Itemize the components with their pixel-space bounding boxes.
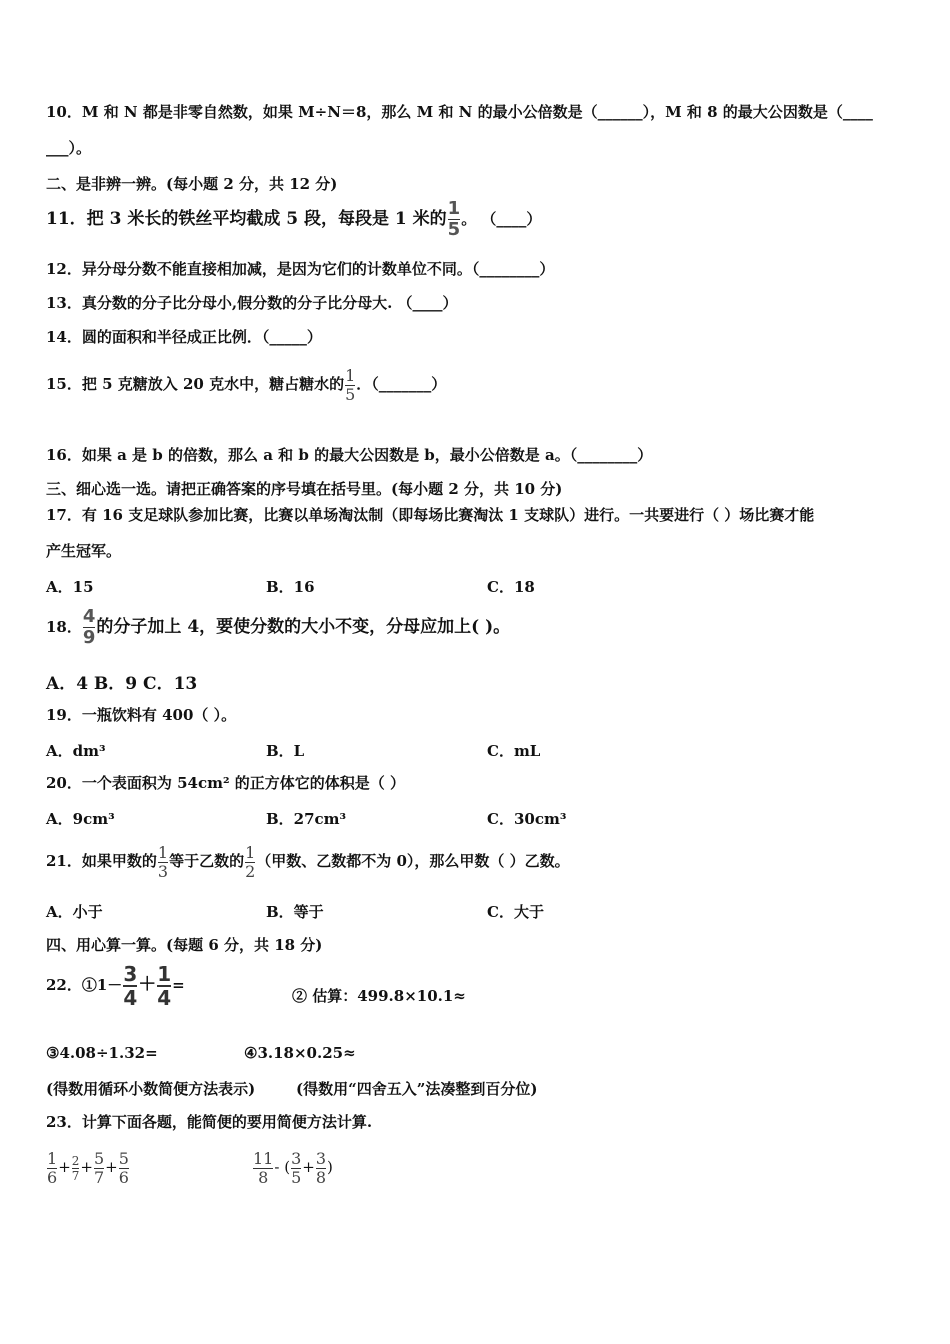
fraction-numerator: 5: [93, 1148, 105, 1168]
question-22-fraction-2: [157, 964, 171, 1008]
question-21: [46, 836, 570, 886]
question-21-option-b: B．等于: [266, 903, 324, 921]
question-18-options: A．4 B．9 C．13: [46, 674, 198, 694]
fraction-numerator: 1: [47, 1148, 58, 1168]
question-23-expression-1: [46, 1142, 130, 1192]
expr1-fraction-1: [47, 1148, 58, 1187]
fraction-denominator: 8: [258, 1167, 269, 1187]
question-17-option-b: B．16: [266, 578, 315, 596]
fraction-denominator: 3: [157, 861, 169, 881]
fraction-numerator: 3: [291, 1148, 302, 1168]
question-11: [46, 198, 541, 240]
expr2-fraction-3: [315, 1148, 327, 1187]
question-21-text-1: 21．如果甲数的: [46, 852, 157, 870]
fraction-denominator: 5: [447, 219, 461, 240]
question-15-text: 15．把 5 克糖放入 20 克水中，糖占糖水的: [46, 375, 345, 393]
fraction-denominator: 6: [47, 1167, 58, 1187]
fraction-numerator: 5: [118, 1148, 129, 1168]
fraction-numerator: 3: [123, 962, 138, 986]
question-18: [46, 604, 510, 650]
fraction-numerator: 1: [345, 365, 356, 385]
question-22-part-3: ③4.08÷1.32=: [46, 1044, 158, 1062]
fraction-numerator: 1: [157, 962, 172, 986]
question-10-line-1: 10．M 和 N 都是非零自然数，如果 M÷N＝8，那么 M 和 N 的最小公倍数是（______），M 和 8 的最大公因数是（____: [46, 103, 873, 121]
plus-sign: +: [80, 1158, 93, 1176]
fraction-denominator: 8: [315, 1167, 327, 1187]
question-13: 13．真分数的分子比分母小,假分数的分子比分母大. （____）: [46, 294, 458, 312]
question-22-part-1: [46, 960, 185, 1010]
question-21-option-a: A．小于: [46, 903, 103, 921]
question-22-fraction-1: [123, 964, 137, 1008]
fraction-denominator: 9: [82, 627, 96, 648]
expr2-fraction-2: [291, 1148, 302, 1187]
question-17-option-c: C．18: [487, 578, 535, 596]
fraction-numerator: 1: [447, 198, 461, 219]
fraction-denominator: 5: [291, 1167, 302, 1187]
expr1-fraction-2: [72, 1155, 80, 1182]
question-18-text: 的分子加上 4，要使分数的大小不变，分母应加上( )。: [96, 617, 511, 637]
fraction-denominator: 4: [157, 986, 172, 1010]
question-18-number: 18．: [46, 618, 82, 636]
expr2-fraction-1: [253, 1148, 274, 1187]
section-3-heading: 三、细心选一选。请把正确答案的序号填在括号里。(每小题 2 分，共 10 分): [46, 480, 563, 498]
question-21-option-c: C．大于: [487, 903, 544, 921]
question-21-text-2: 等于乙数的: [169, 852, 245, 870]
question-14: 14．圆的面积和半径成正比例．（_____）: [46, 328, 322, 346]
fraction-numerator: 1: [245, 842, 256, 862]
question-15-answer: ．（_______）: [356, 375, 447, 393]
question-22-part-4: ④3.18×0.25≈: [244, 1044, 356, 1062]
question-22-text: 22．①1－: [46, 976, 123, 994]
expr1-fraction-4: [118, 1148, 129, 1187]
fraction-numerator: 3: [315, 1148, 327, 1168]
plus-sign: ＋: [138, 974, 157, 995]
question-17-line-1: 17．有 16 支足球队参加比赛，比赛以单场淘汰制（即每场比赛淘汰 1 支球队）进行。一共要进行（ ）场比赛才能: [46, 506, 815, 524]
fraction-denominator: 5: [345, 384, 356, 404]
fraction-numerator: 4: [82, 606, 96, 627]
question-17-line-2: 产生冠军。: [46, 542, 122, 560]
question-11-answer: 。 （____）: [461, 210, 542, 228]
question-20-option-b: B．27cm³: [266, 810, 347, 828]
question-12: 12．异分母分数不能直接相加减，是因为它们的计数单位不同。（________）: [46, 260, 555, 278]
question-21-fraction-2: [245, 842, 256, 881]
question-23: 23．计算下面各题，能简便的要用简便方法计算.: [46, 1113, 373, 1131]
plus-sign: +: [302, 1158, 315, 1176]
plus-sign: +: [58, 1158, 71, 1176]
fraction-numerator: 11: [253, 1148, 274, 1168]
fraction-denominator: 2: [245, 861, 256, 881]
question-11-fraction: [448, 200, 461, 239]
question-11-text: 11．把 3 米长的铁丝平均截成 5 段，每段是 1 米的: [46, 209, 447, 229]
question-19-option-c: C．mL: [487, 742, 541, 760]
question-19-option-a: A．dm³: [46, 742, 106, 760]
question-20: 20．一个表面积为 54cm² 的正方体它的体积是（ ）: [46, 774, 405, 792]
question-21-fraction-1: [157, 842, 169, 881]
question-23-expression-2: [252, 1142, 333, 1192]
question-18-fraction: [83, 608, 96, 647]
question-22-note-1: (得数用循环小数简便方法表示): [46, 1080, 256, 1098]
expr1-fraction-3: [93, 1148, 105, 1187]
fraction-denominator: 4: [123, 986, 138, 1010]
question-15: [46, 362, 446, 406]
close-paren: ): [327, 1158, 333, 1176]
question-21-text-3: （甲数、乙数都不为 0），那么甲数（ ）乙数。: [256, 852, 570, 870]
plus-sign: +: [105, 1158, 118, 1176]
question-10-line-2: ___）。: [46, 139, 92, 157]
fraction-numerator: 1: [157, 842, 169, 862]
question-22-part-2: ② 估算：499.8×10.1≈: [292, 987, 466, 1005]
question-22-note-2: (得数用“四舍五入”法凑整到百分位): [296, 1080, 538, 1098]
fraction-denominator: 7: [93, 1167, 105, 1187]
fraction-denominator: 7: [71, 1168, 80, 1183]
section-4-heading: 四、用心算一算。(每题 6 分，共 18 分): [46, 936, 323, 954]
question-17-option-a: A．15: [46, 578, 94, 596]
question-16: 16．如果 a 是 b 的倍数，那么 a 和 b 的最大公因数是 b，最小公倍数是 a。（________）: [46, 446, 653, 464]
fraction-numerator: 2: [71, 1153, 80, 1168]
question-20-option-c: C．30cm³: [487, 810, 567, 828]
question-19-option-b: B．L: [266, 742, 305, 760]
fraction-denominator: 6: [118, 1167, 129, 1187]
question-20-option-a: A．9cm³: [46, 810, 115, 828]
equals-sign: =: [172, 976, 185, 994]
question-19: 19．一瓶饮料有 400（ ）。: [46, 706, 237, 724]
question-15-fraction: [345, 365, 356, 404]
section-2-heading: 二、是非辨一辨。(每小题 2 分，共 12 分): [46, 175, 338, 193]
minus-paren: - (: [274, 1158, 291, 1176]
